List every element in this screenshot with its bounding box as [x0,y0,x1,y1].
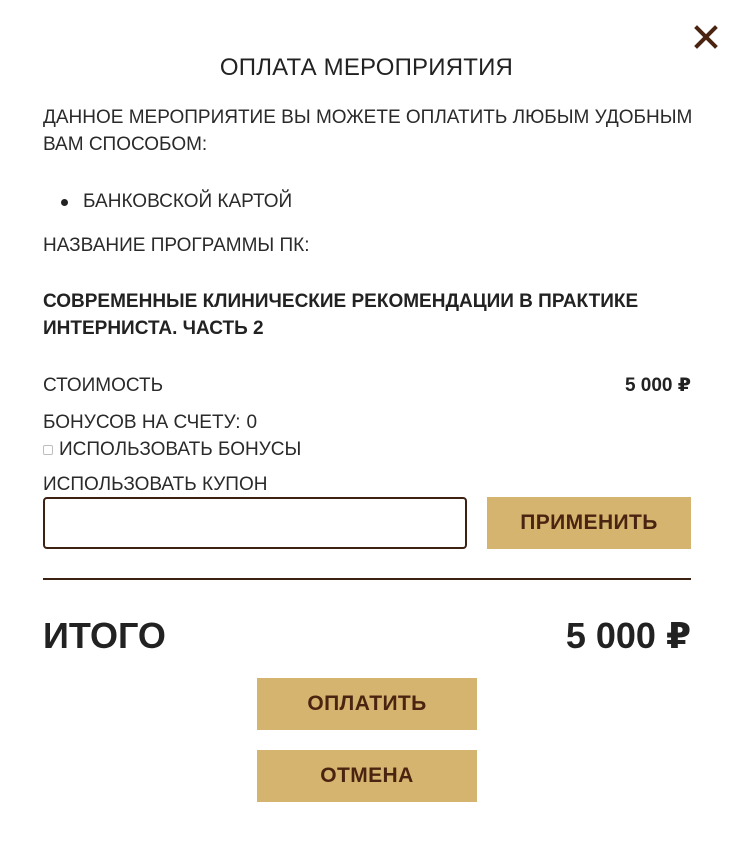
cancel-button[interactable]: ОТМЕНА [257,750,477,802]
bonus-count: 0 [246,412,258,433]
close-icon [691,22,721,52]
use-bonus-checkbox[interactable] [43,445,53,455]
bullet-icon [61,199,68,206]
cost-value: 5 000 ₽ [624,375,691,396]
coupon-input[interactable] [43,497,467,549]
cost-row [43,372,691,399]
use-bonus-label: ИСПОЛЬЗОВАТЬ БОНУСЫ [59,439,302,460]
modal-title: ОПЛАТА МЕРОПРИЯТИЯ [219,54,514,81]
use-bonus-option[interactable] [43,437,301,463]
bonus-label: БОНУСОВ НА СЧЕТУ: [43,412,241,433]
divider [43,578,691,580]
pay-button[interactable]: ОПЛАТИТЬ [257,678,477,730]
total-value: 5 000 ₽ [565,615,691,656]
apply-coupon-button[interactable]: ПРИМЕНИТЬ [487,497,691,549]
program-label: НАЗВАНИЕ ПРОГРАММЫ ПК: [43,235,310,256]
payment-method-label: БАНКОВСКОЙ КАРТОЙ [83,191,293,212]
cost-label: СТОИМОСТЬ [43,374,164,396]
total-label: ИТОГО [43,615,166,656]
payment-methods-list [43,188,292,215]
total-row [43,612,691,660]
payment-method-item [43,188,292,215]
close-button[interactable] [691,22,721,52]
intro-text: ДАННОЕ МЕРОПРИЯТИЕ ВЫ МОЖЕТЕ ОПЛАТИТЬ ЛЮБЫМ УДОБНЫМ ВАМ СПОСОБОМ: [43,107,693,155]
bonus-balance [43,410,257,436]
program-name: СОВРЕМЕННЫЕ КЛИНИЧЕСКИЕ РЕКОМЕНДАЦИИ В ПРАКТИКЕ ИНТЕРНИСТА. ЧАСТЬ 2 [43,291,639,339]
coupon-label: ИСПОЛЬЗОВАТЬ КУПОН [43,474,268,495]
